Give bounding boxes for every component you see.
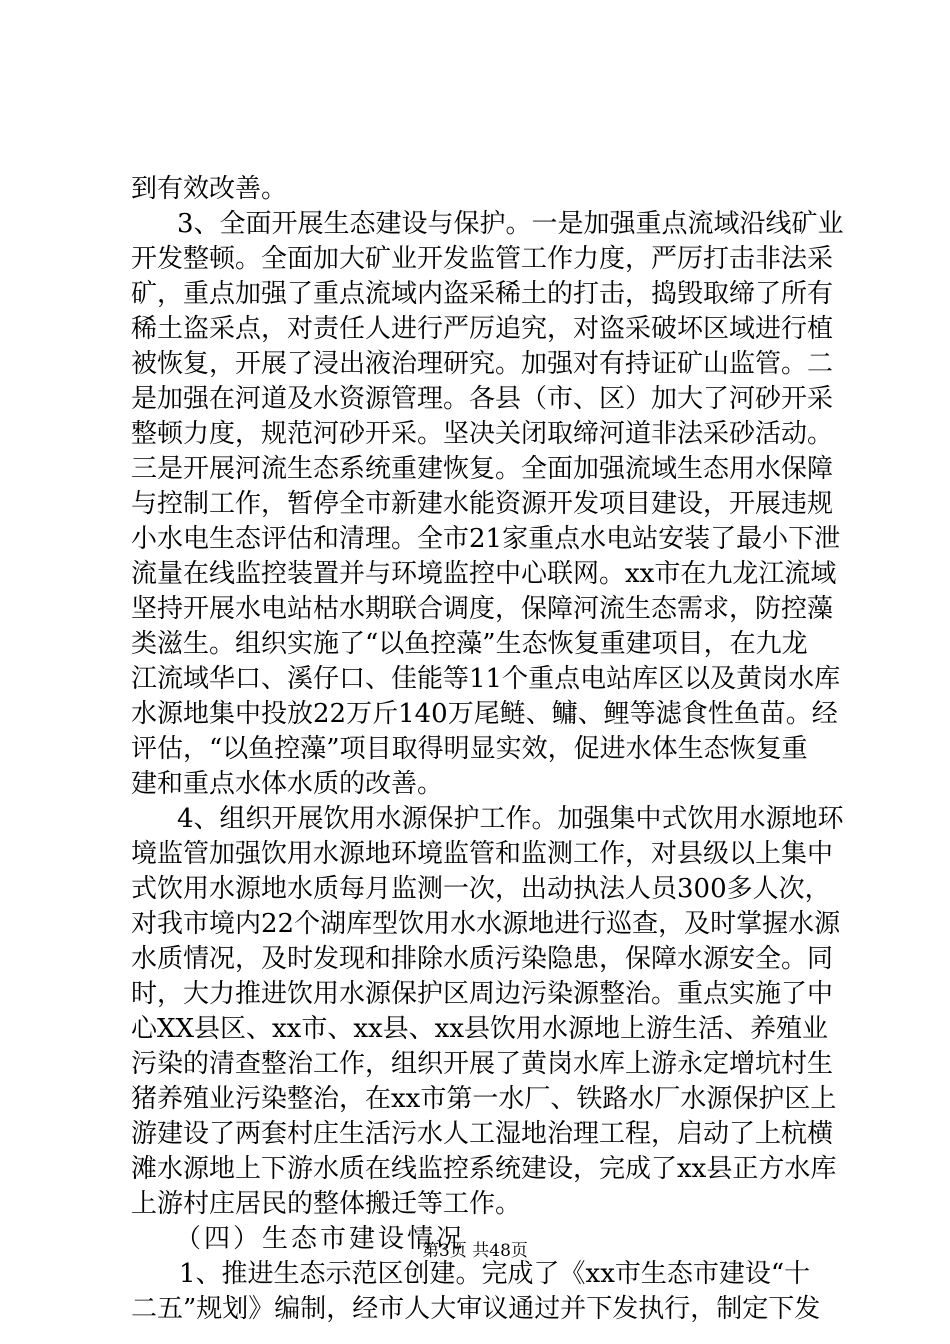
page-number-footer: 第3页 共48页 [422, 1241, 528, 1261]
text-line: 水质情况，及时发现和排除水质污染隐患，保障水源安全。同 [131, 944, 834, 974]
text-line: 整顿力度，规范河砂开采。坚决关闭取缔河道非法采砂活动。 [131, 419, 834, 449]
text-line: 式饮用水源地水质每月监测一次，出动执法人员300多人次， [131, 874, 831, 904]
text-line: 水源地集中投放22万斤140万尾鲢、鳙、鲤等滤食性鱼苗。经 [131, 699, 838, 729]
text-line: 类滋生。组织实施了“以鱼控藻”生态恢复重建项目，在九龙 [131, 629, 808, 659]
text-line: 开发整顿。全面加大矿业开发监管工作力度，严厉打击非法采 [131, 244, 834, 274]
text-line: 心XX县区、xx市、xx县、xx县饮用水源地上游生活、养殖业 [131, 1014, 828, 1044]
text-line: 坚持开展水电站枯水期联合调度，保障河流生态需求，防控藻 [131, 594, 834, 624]
text-line: 流量在线监控装置并与环境监控中心联网。xx市在九龙江流域 [131, 559, 837, 589]
text-line: 二五”规划》编制，经市人大审议通过并下发执行，制定下发 [131, 1294, 821, 1324]
text-line: 对我市境内22个湖库型饮用水水源地进行巡查，及时掌握水源 [131, 909, 841, 939]
text-line: 猪养殖业污染整治，在xx市第一水厂、铁路水厂水源保护区上 [131, 1084, 837, 1114]
text-line: 评估，“以鱼控藻”项目取得明显实效，促进水体生态恢复重 [131, 734, 808, 764]
text-line: 三是开展河流生态系统重建恢复。全面加强流域生态用水保障 [131, 454, 834, 484]
text-line: 污染的清查整治工作，组织开展了黄岗水库上游永定增坑村生 [131, 1049, 834, 1079]
text-line: 游建设了两套村庄生活污水人工湿地治理工程，启动了上杭横 [131, 1119, 834, 1149]
paragraph-start-line: 1、推进生态示范区创建。完成了《xx市生态市建设“十 [179, 1259, 811, 1289]
text-line: 与控制工作，暂停全市新建水能资源开发项目建设，开展违规 [131, 489, 834, 519]
paragraph-start-line: 4、组织开展饮用水源保护工作。加强集中式饮用水源地环 [177, 804, 844, 834]
text-line: 是加强在河道及水资源管理。各县（市、区）加大了河砂开采 [131, 384, 834, 414]
text-line: 江流域华口、溪仔口、佳能等11个重点电站库区以及黄岗水库 [131, 664, 841, 694]
section-heading: （四）生态市建设情况 [175, 1224, 466, 1254]
text-line: 时，大力推进饮用水源保护区周边污染源整治。重点实施了中 [131, 979, 834, 1009]
text-line: 到有效改善。 [131, 174, 288, 204]
text-line: 矿，重点加强了重点流域内盗采稀土的打击，捣毁取缔了所有 [131, 279, 834, 309]
text-line: 被恢复，开展了浸出液治理研究。加强对有持证矿山监管。二 [131, 349, 834, 379]
text-line: 上游村庄居民的整体搬迁等工作。 [131, 1189, 522, 1219]
text-line: 建和重点水体水质的改善。 [131, 769, 444, 799]
paragraph-start-line: 3、全面开展生态建设与保护。一是加强重点流域沿线矿业 [177, 209, 844, 239]
text-line: 小水电生态评估和清理。全市21家重点水电站安装了最小下泄 [131, 524, 841, 554]
text-line: 滩水源地上下游水质在线监控系统建设，完成了xx县正方水库 [131, 1154, 837, 1184]
text-line: 境监管加强饮用水源地环境监管和监测工作，对县级以上集中 [131, 839, 834, 869]
text-line: 稀土盗采点，对责任人进行严厉追究，对盗采破坏区域进行植 [131, 314, 834, 344]
